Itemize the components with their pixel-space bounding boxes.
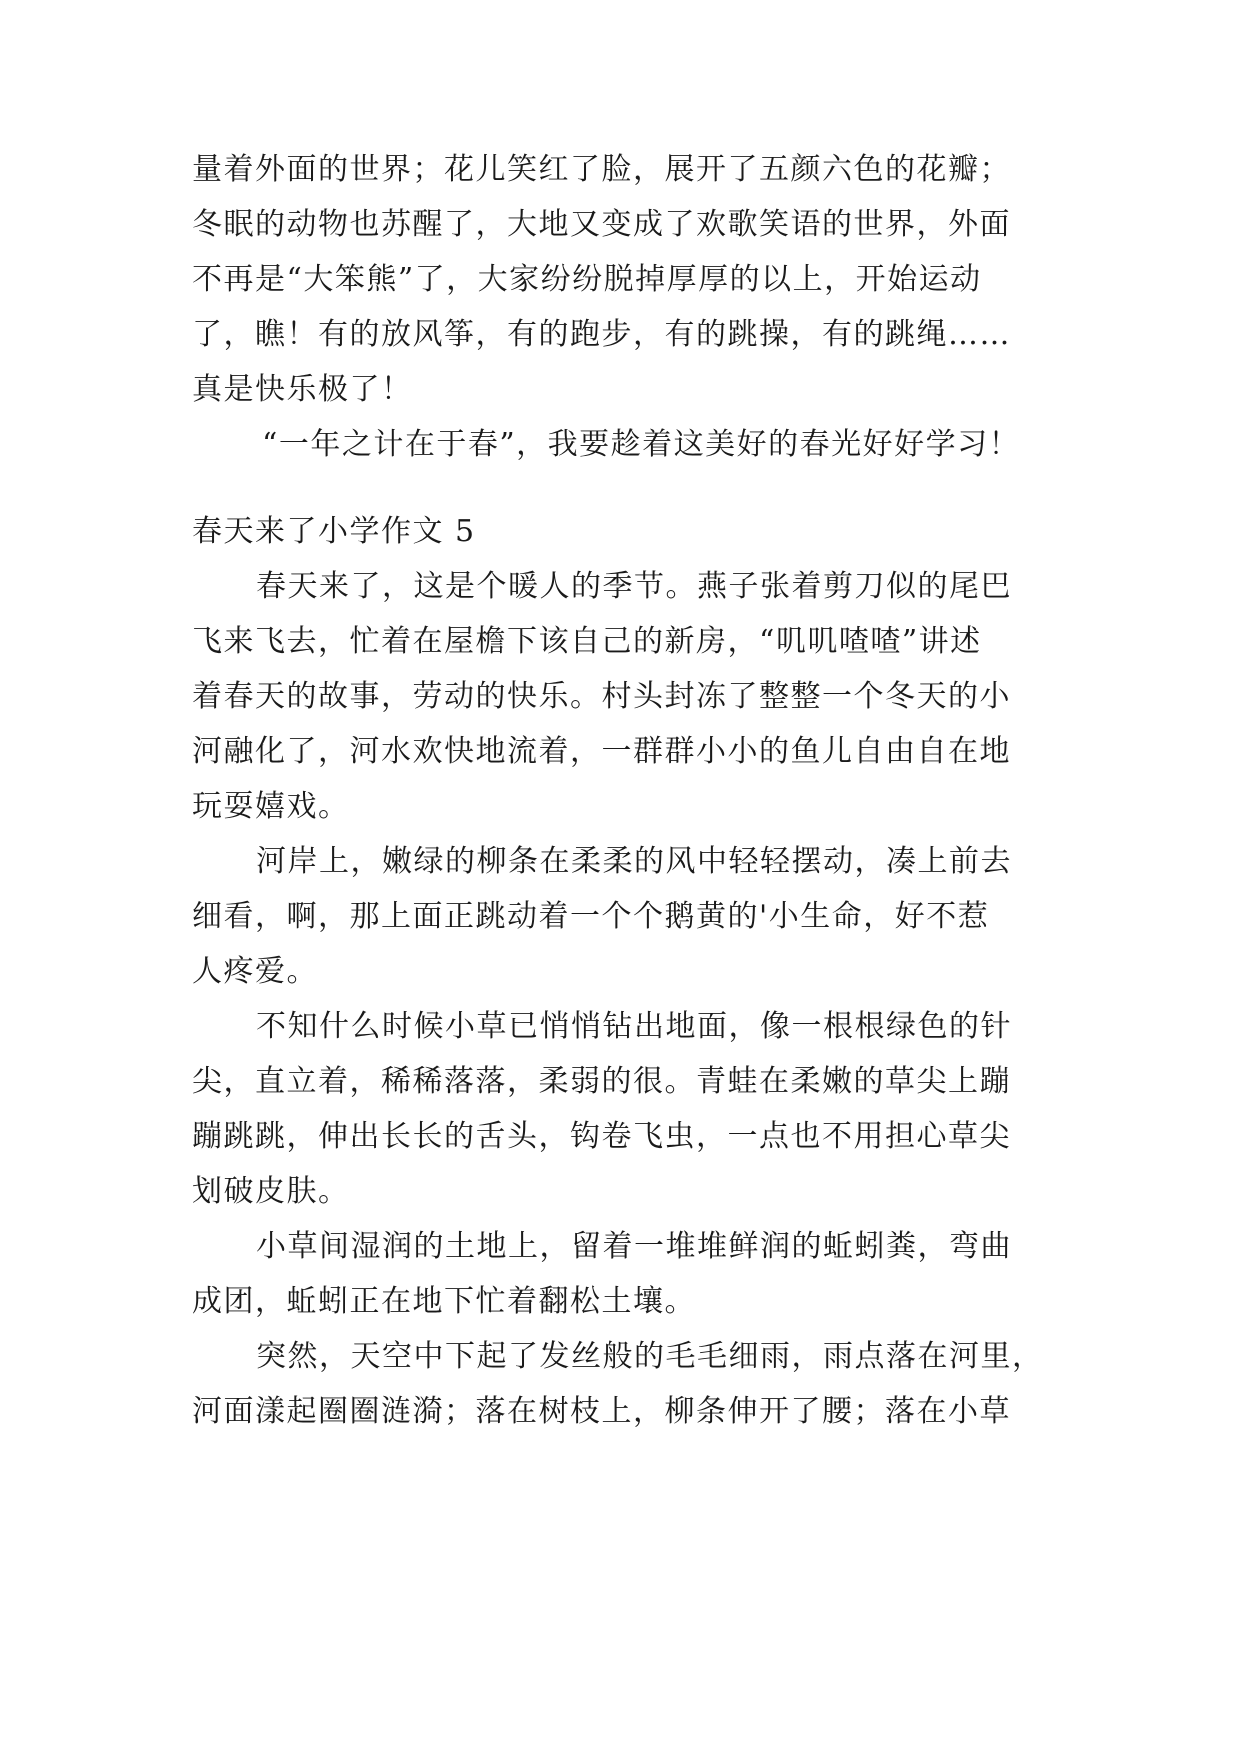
text-line: 冬眠的动物也苏醒了，大地又变成了欢歌笑语的世界，外面 (192, 207, 1011, 242)
text-line: 成团，蚯蚓正在地下忙着翻松土壤。 (192, 1284, 696, 1319)
text-line: 小草间湿润的土地上，留着一堆堆鲜润的蚯蚓粪，弯曲 (256, 1229, 1012, 1264)
text-line: 突然，天空中下起了发丝般的毛毛细雨，雨点落在河里， (256, 1339, 1044, 1374)
text-line: 河岸上，嫩绿的柳条在柔柔的风中轻轻摆动，凑上前去 (256, 844, 1012, 879)
text-line: 量着外面的世界；花儿笑红了脸，展开了五颜六色的花瓣； (192, 152, 1011, 187)
text-line: 玩耍嬉戏。 (192, 789, 350, 824)
text-line: 不再是“大笨熊”了，大家纷纷脱掉厚厚的以上，开始运动 (192, 262, 982, 297)
text-line: 着春天的故事，劳动的快乐。村头封冻了整整一个冬天的小 (192, 679, 1011, 714)
text-line: 不知什么时候小草已悄悄钻出地面，像一根根绿色的针 (256, 1009, 1012, 1044)
text-line: 河面漾起圈圈涟漪；落在树枝上，柳条伸开了腰；落在小草 (192, 1394, 1011, 1429)
text-line: 飞来飞去，忙着在屋檐下该自己的新房，“叽叽喳喳”讲述 (192, 624, 982, 659)
text-line: 细看，啊，那上面正跳动着一个个鹅黄的'小生命，好不惹 (192, 899, 990, 934)
text-line: 春天来了，这是个暖人的季节。燕子张着剪刀似的尾巴 (256, 569, 1012, 604)
text-line: 蹦跳跳，伸出长长的舌头，钩卷飞虫，一点也不用担心草尖 (192, 1119, 1011, 1154)
text-line: 划破皮肤。 (192, 1174, 350, 1209)
text-line: 人疼爱。 (192, 954, 318, 989)
text-line: 河融化了，河水欢快地流着，一群群小小的鱼儿自由自在地 (192, 734, 1011, 769)
text-line: 真是快乐极了！ (192, 372, 413, 407)
text-line: 了，瞧！有的放风筝，有的跑步，有的跳操，有的跳绳…… (192, 317, 1011, 352)
essay-heading: 春天来了小学作文 5 (192, 514, 476, 549)
text-line: “一年之计在于春”，我要趁着这美好的春光好好学习！ (262, 427, 1021, 462)
text-line: 尖，直立着，稀稀落落，柔弱的很。青蛙在柔嫩的草尖上蹦 (192, 1064, 1011, 1099)
